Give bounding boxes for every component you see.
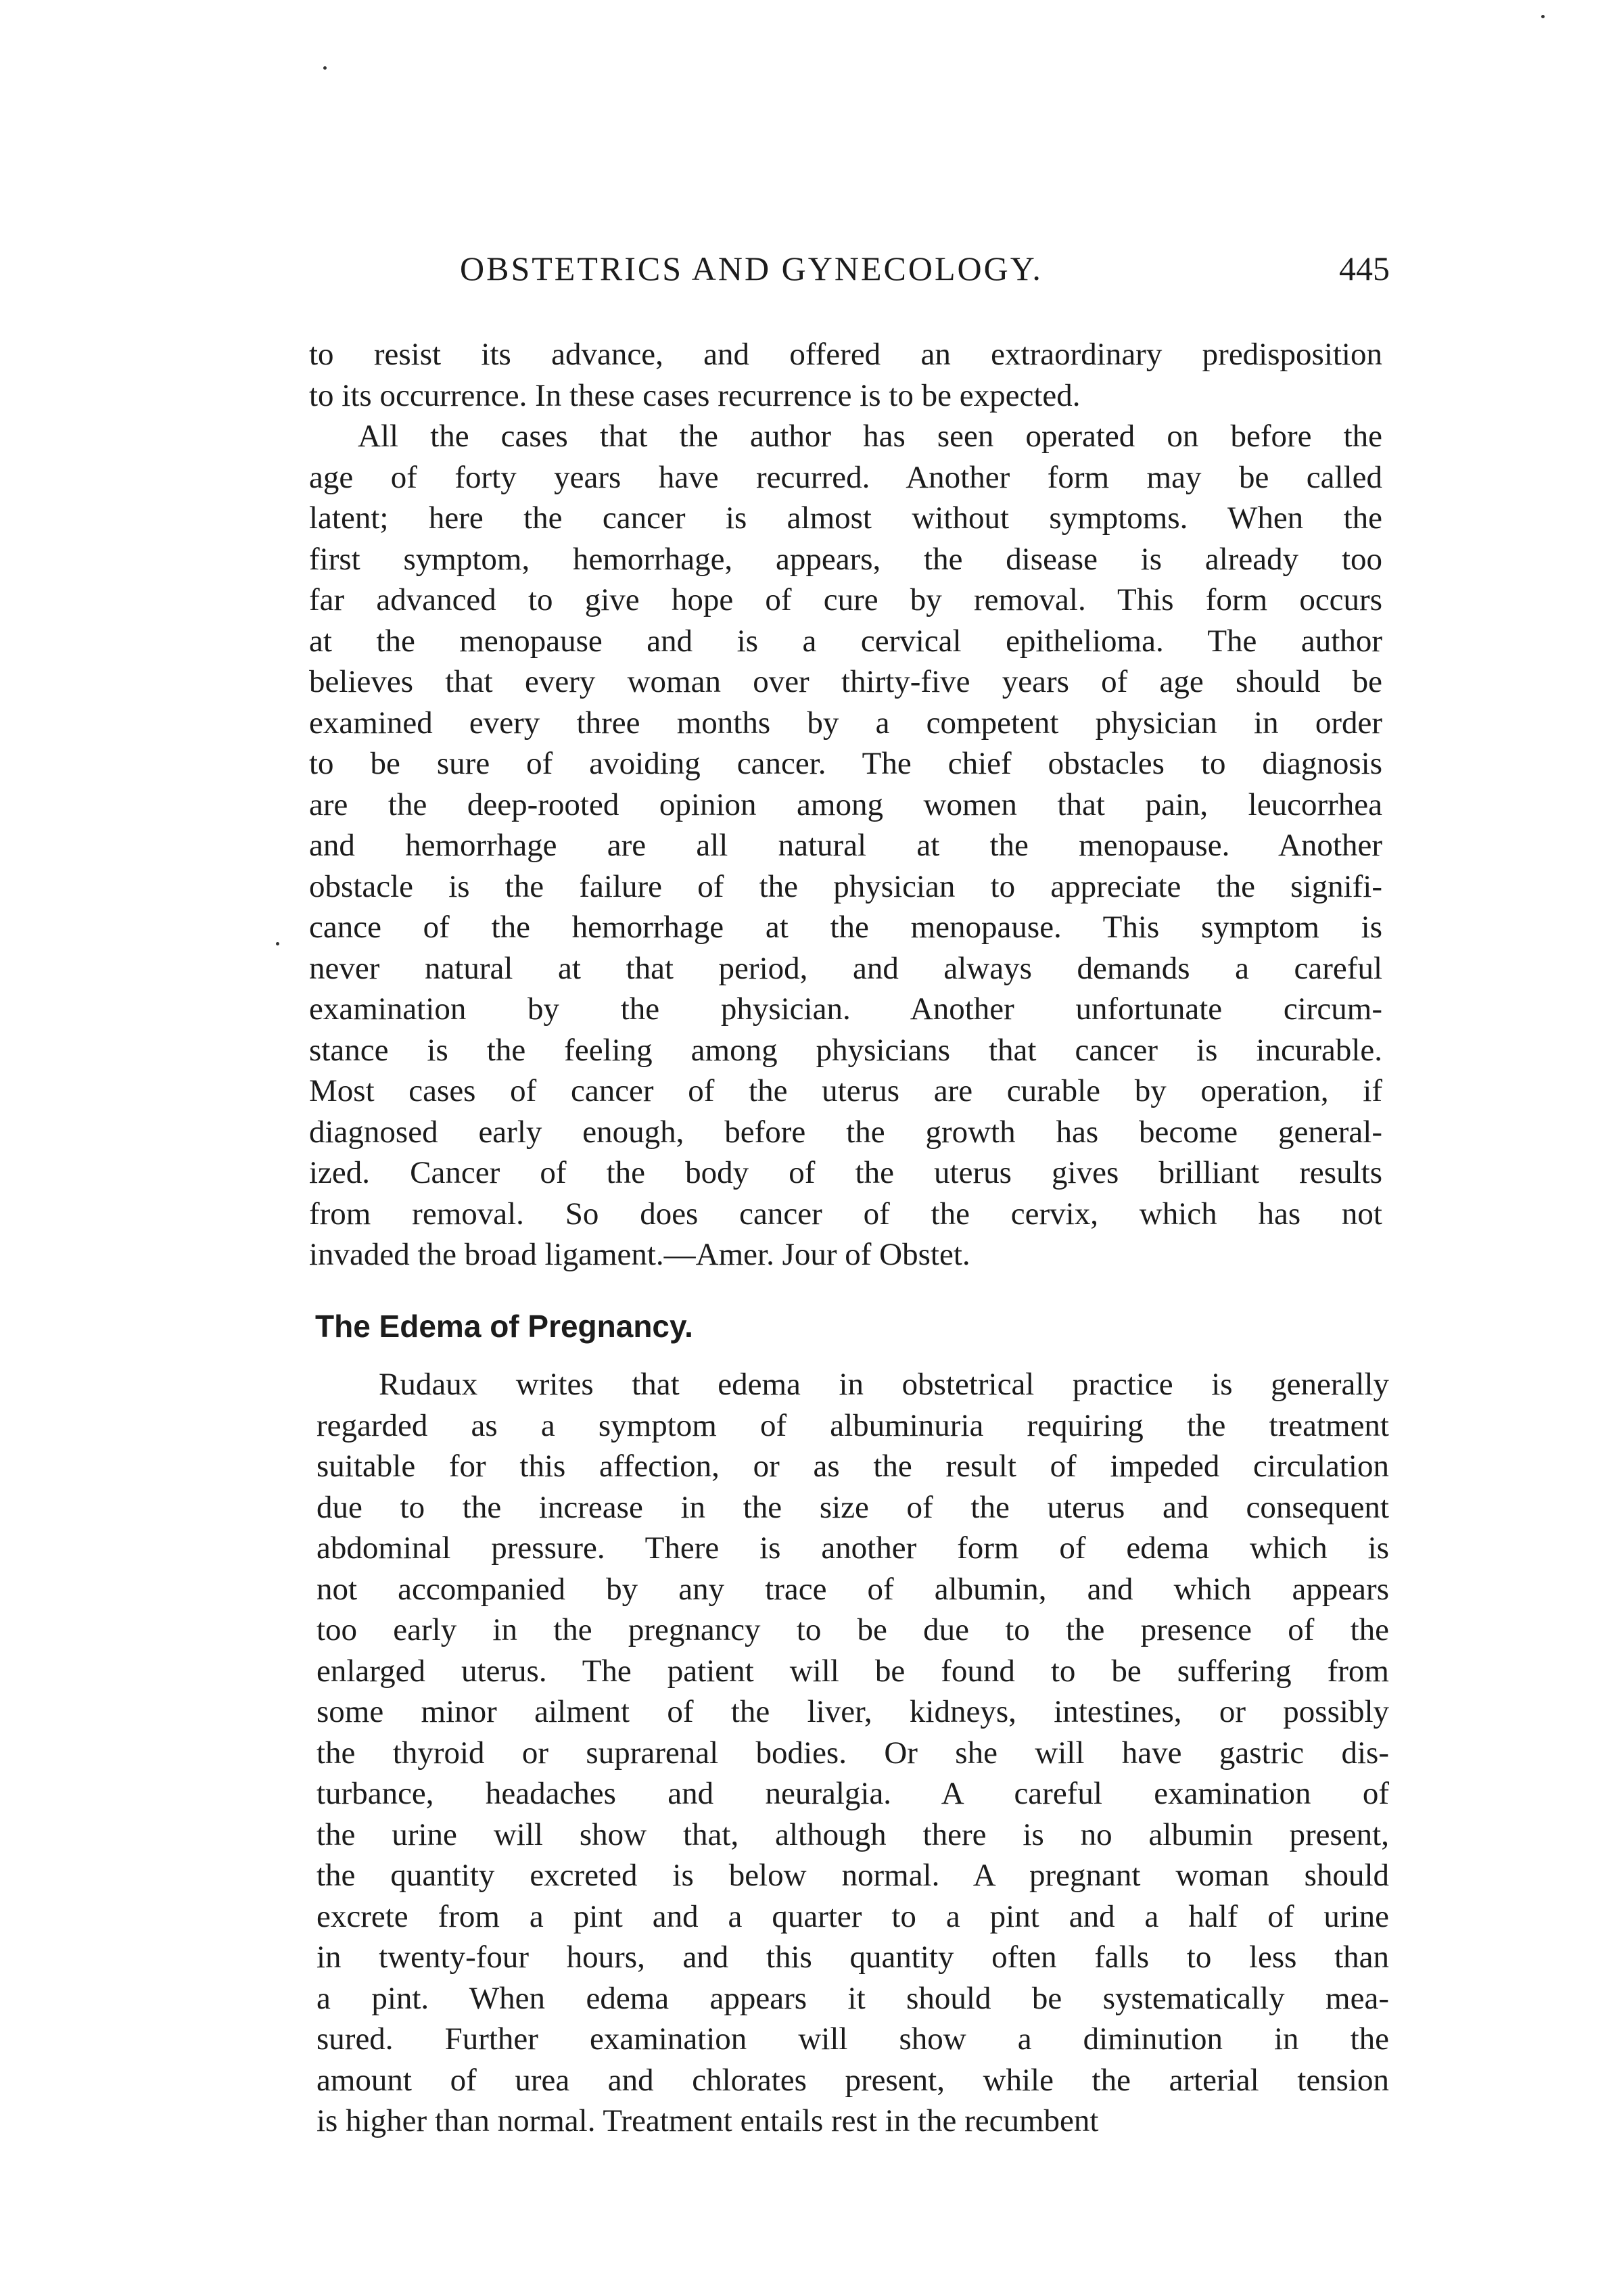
text-line: some minor ailment of the liver, kidneys, intestines, or possibly — [316, 1694, 1389, 1729]
text-line: believes that every woman over thirty-five years of age should be — [309, 664, 1382, 699]
text-line: first symptom, hemorrhage, appears, the disease is already too — [309, 541, 1382, 577]
scan-speck — [276, 942, 279, 945]
text-line: too early in the pregnancy to be due to the presence of the — [316, 1612, 1389, 1647]
scan-speck — [323, 66, 327, 70]
text-line: cance of the hemorrhage at the menopause. This symptom is — [309, 910, 1382, 945]
text-line: ized. Cancer of the body of the uterus gives brilliant results — [309, 1155, 1382, 1190]
text-line: a pint. When edema appears it should be systematically mea- — [316, 1980, 1389, 2016]
text-line: examined every three months by a competent physician in order — [309, 705, 1382, 741]
text-line: enlarged uterus. The patient will be found to be suffering from — [316, 1653, 1389, 1689]
text-line: age of forty years have recurred. Another form may be called — [309, 459, 1382, 495]
text-line: the thyroid or suprarenal bodies. Or she will have gastric dis- — [316, 1735, 1389, 1771]
text-line: to resist its advance, and offered an extraordinary predisposition — [309, 337, 1382, 372]
text-line: stance is the feeling among physicians that cancer is incurable. — [309, 1032, 1382, 1068]
text-line: invaded the broad ligament.—Amer. Jour of Obstet. — [309, 1237, 970, 1272]
text-line: latent; here the cancer is almost without symptoms. When the — [309, 500, 1382, 536]
text-line: due to the increase in the size of the uterus and consequent — [316, 1489, 1389, 1525]
text-line: abdominal pressure. There is another form of edema which is — [316, 1530, 1389, 1566]
text-line: obstacle is the failure of the physician to appreciate the signifi- — [309, 868, 1382, 904]
text-line: never natural at that period, and always demands a careful — [309, 950, 1382, 986]
text-line: from removal. So does cancer of the cervix, which has not — [309, 1196, 1382, 1232]
text-line: sured. Further examination will show a diminution in the — [316, 2021, 1389, 2057]
text-line: Rudaux writes that edema in obstetrical practice is generally — [379, 1367, 1389, 1402]
text-line: the quantity excreted is below normal. A pregnant woman should — [316, 1858, 1389, 1893]
text-line: excrete from a pint and a quarter to a pint and a half of urine — [316, 1898, 1389, 1934]
text-line: to its occurrence. In these cases recurrence is to be expected. — [309, 377, 1081, 413]
text-line: in twenty-four hours, and this quantity often falls to less than — [316, 1940, 1389, 1975]
text-line: not accompanied by any trace of albumin, and which appears — [316, 1571, 1389, 1607]
text-line: turbance, headaches and neuralgia. A careful examination of — [316, 1776, 1389, 1811]
running-head — [460, 245, 1390, 292]
text-line: far advanced to give hope of cure by removal. This form occurs — [309, 582, 1382, 617]
text-line: amount of urea and chlorates present, while the arterial tension — [316, 2062, 1389, 2098]
text-line: diagnosed early enough, before the growth has become general- — [309, 1114, 1382, 1150]
page-number: 445 — [1339, 250, 1390, 287]
text-line: examination by the physician. Another unfortunate circum- — [309, 991, 1382, 1027]
text-line: Most cases of cancer of the uterus are curable by operation, if — [309, 1073, 1382, 1108]
text-line: to be sure of avoiding cancer. The chief obstacles to diagnosis — [309, 746, 1382, 781]
text-line: suitable for this affection, or as the result of impeded circulation — [316, 1449, 1389, 1484]
section-heading: The Edema of Pregnancy. — [315, 1309, 693, 1344]
text-line: regarded as a symptom of albuminuria requiring the treatment — [316, 1407, 1389, 1443]
running-title: OBSTETRICS AND GYNECOLOGY. — [460, 250, 1043, 287]
text-line: at the menopause and is a cervical epithelioma. The author — [309, 623, 1382, 659]
text-line: are the deep-rooted opinion among women that pain, leucorrhea — [309, 787, 1382, 822]
text-line: All the cases that the author has seen operated on before the — [358, 419, 1382, 454]
text-line: and hemorrhage are all natural at the menopause. Another — [309, 828, 1382, 863]
scan-speck — [1541, 15, 1545, 18]
text-line: the urine will show that, although there is no albumin present, — [316, 1817, 1389, 1852]
text-line: is higher than normal. Treatment entails rest in the recumbent — [316, 2103, 1099, 2138]
